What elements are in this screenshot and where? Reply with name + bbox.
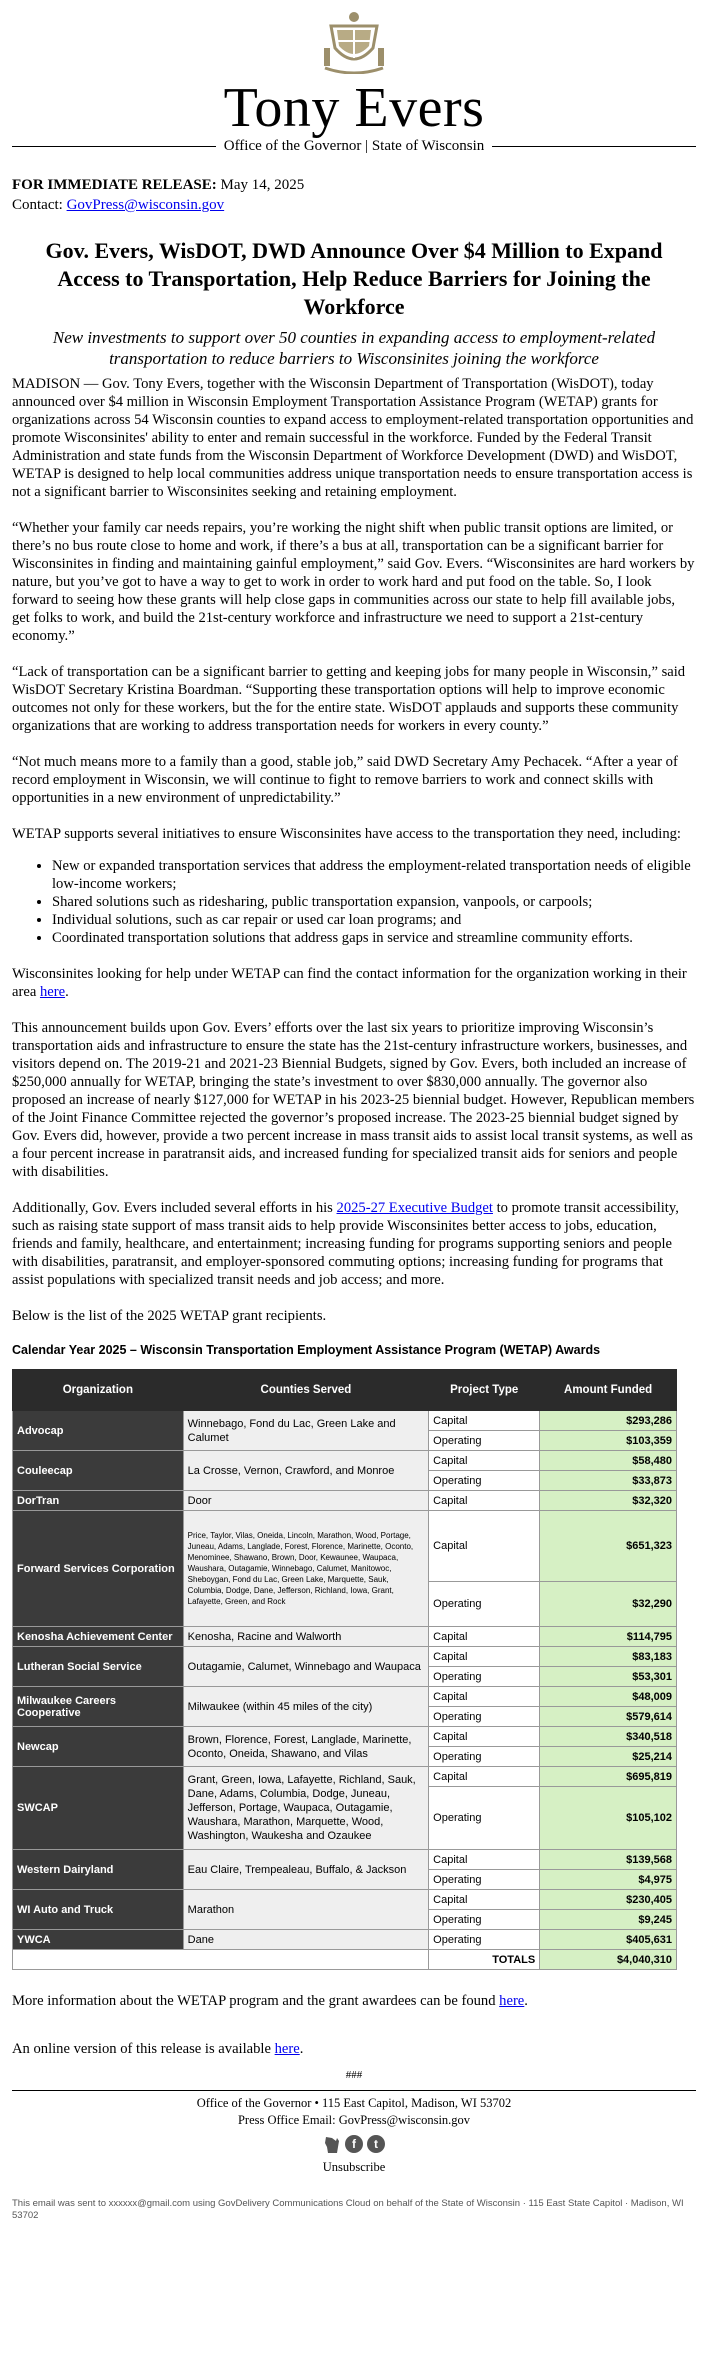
governor-name: Tony Evers — [223, 77, 485, 139]
paragraph — [12, 1199, 696, 1289]
project-type-cell: Capital — [429, 1850, 540, 1870]
organization-cell: WI Auto and Truck — [13, 1890, 184, 1930]
divider — [492, 146, 696, 147]
project-type-cell: Operating — [429, 1910, 540, 1930]
project-type-cell: Operating — [429, 1582, 540, 1627]
table-row — [13, 1647, 677, 1667]
contact-label: Contact: — [12, 197, 63, 213]
header-subtitle: Office of the Governor | State of Wisconsin — [223, 138, 485, 154]
organization-cell: Western Dairyland — [13, 1850, 184, 1890]
amount-cell: $105,102 — [540, 1787, 677, 1850]
organization-cell: DorTran — [13, 1491, 184, 1511]
unsubscribe-link[interactable] — [0, 2159, 708, 2176]
amount-cell: $293,286 — [540, 1411, 677, 1431]
table-row — [13, 1890, 677, 1910]
release-line — [12, 175, 696, 195]
table-row — [13, 1411, 677, 1431]
amount-cell: $58,480 — [540, 1451, 677, 1471]
table-row — [13, 1627, 677, 1647]
closing-section — [0, 1970, 708, 2084]
amount-cell: $340,518 — [540, 1727, 677, 1747]
contact-info-link[interactable]: here — [39, 984, 66, 1000]
counties-cell: La Crosse, Vernon, Crawford, and Monroe — [183, 1451, 428, 1491]
grants-table — [12, 1369, 677, 1970]
amount-cell: $405,631 — [540, 1930, 677, 1950]
counties-cell: Milwaukee (within 45 miles of the city) — [183, 1687, 428, 1727]
paragraph — [12, 1992, 696, 2010]
project-type-cell: Capital — [429, 1511, 540, 1582]
project-type-cell: Capital — [429, 1627, 540, 1647]
project-type-cell: Capital — [429, 1411, 540, 1431]
table-row — [13, 1930, 677, 1950]
table-row — [13, 1511, 677, 1582]
project-type-cell: Operating — [429, 1431, 540, 1451]
release-meta — [0, 155, 708, 215]
paragraph-text: to promote transit accessibility, such as raising state support of mass transit aids to help provide Wisconsinites better access to jobs, education, friends and family, healthcare, and entertainment; increasing funding for programs supporting seniors and people with disabilities, paratransit, and employer-sponsored commuting options; increasing funding for programs that assist populations with specialized transit needs and job access; and more. — [12, 1200, 679, 1288]
amount-cell: $139,568 — [540, 1850, 677, 1870]
paragraph — [12, 965, 696, 1001]
counties-cell: Winnebago, Fond du Lac, Green Lake and Calumet — [183, 1411, 428, 1451]
counties-cell: Marathon — [183, 1890, 428, 1930]
wisconsin-icon[interactable] — [323, 2135, 341, 2155]
header — [0, 0, 708, 155]
amount-cell: $651,323 — [540, 1511, 677, 1582]
executive-budget-link[interactable]: 2025-27 Executive Budget — [336, 1200, 493, 1216]
project-type-cell: Operating — [429, 1707, 540, 1727]
organization-cell: Newcap — [13, 1727, 184, 1767]
table-row — [13, 1451, 677, 1471]
paragraph: MADISON — Gov. Tony Evers, together with the Wisconsin Department of Transportation (WisDOT), today announced over $4 million in Wisconsin Employment Transportation Assistance Program (WETAP) grants for organizations across 54 Wisconsin counties to expand access to employment-related transportation opportunities and promote Wisconsinites' ability to enter and remain successful in the workforce. Funded by the Federal Transit Administration and state funds from the Wisconsin Department of Workforce Development (DWD) and WisDOT, WETAP is designed to help local communities address unique transportation needs to ensure transportation access is not a significant barrier to Wisconsinites seeking and retaining employment. — [12, 376, 694, 500]
project-type-cell: Operating — [429, 1747, 540, 1767]
organization-cell: Couleecap — [13, 1451, 184, 1491]
column-header: Organization — [13, 1370, 184, 1411]
grants-table-body — [13, 1411, 677, 1970]
table-row — [13, 1850, 677, 1870]
organization-cell: YWCA — [13, 1930, 184, 1950]
social-links — [0, 2135, 708, 2155]
organization-cell: Milwaukee Careers Cooperative — [13, 1687, 184, 1727]
project-type-cell: Operating — [429, 1870, 540, 1890]
table-row — [13, 1727, 677, 1747]
organization-cell: Advocap — [13, 1411, 184, 1451]
release-label: FOR IMMEDIATE RELEASE: — [12, 177, 217, 193]
amount-cell: $230,405 — [540, 1890, 677, 1910]
paragraph: “Not much means more to a family than a good, stable job,” said DWD Secretary Amy Pechacek. “After a year of record employment in Wisconsin, we will continue to fight to remove barriers to work and connect skills with opportunities in a new environment of unpredictability.” — [12, 754, 678, 806]
paragraph-text: An online version of this release is available — [12, 2041, 275, 2057]
amount-cell: $695,819 — [540, 1767, 677, 1787]
facebook-icon[interactable]: f — [345, 2135, 363, 2153]
counties-cell: Eau Claire, Trempealeau, Buffalo, & Jackson — [183, 1850, 428, 1890]
table-header-row — [13, 1370, 677, 1411]
project-type-cell: Capital — [429, 1890, 540, 1910]
totals-row — [13, 1950, 677, 1970]
amount-cell: $9,245 — [540, 1910, 677, 1930]
totals-label: TOTALS — [429, 1950, 540, 1970]
divider — [12, 146, 216, 147]
footer-address: Office of the Governor • 115 East Capitol, Madison, WI 53702 — [196, 2096, 512, 2110]
list-item: • Individual solutions, such as car repair or used car loan programs; and — [52, 911, 696, 929]
paragraph — [12, 2040, 696, 2058]
organization-cell: Lutheran Social Service — [13, 1647, 184, 1687]
amount-cell: $32,320 — [540, 1491, 677, 1511]
list-item: • New or expanded transportation services that address the employment-related transportation needs of eligible low-income workers; — [52, 857, 696, 893]
project-type-cell: Operating — [429, 1930, 540, 1950]
paragraph: “Lack of transportation can be a significant barrier to getting and keeping jobs for many people in Wisconsin,” said WisDOT Secretary Kristina Boardman. “Supporting these transportation options will help to improve economic outcomes not only for these workers, but the for the entire state. WisDOT applauds and supports these community organizations that are working to address transportation needs for workers in every county.” — [12, 664, 686, 734]
footer — [0, 2091, 708, 2176]
counties-cell: Door — [183, 1491, 428, 1511]
headline: Gov. Evers, WisDOT, DWD Announce Over $4 Million to Expand Access to Transportation, Help Reduce Barriers for Joining the Workforce — [45, 238, 663, 319]
paragraph-text: . — [299, 2041, 304, 2057]
amount-cell: $25,214 — [540, 1747, 677, 1767]
unsubscribe-text[interactable]: Unsubscribe — [322, 2160, 386, 2174]
paragraph-text: Additionally, Gov. Evers included several efforts in his — [12, 1200, 337, 1216]
amount-cell: $32,290 — [540, 1582, 677, 1627]
organization-cell: Kenosha Achievement Center — [13, 1627, 184, 1647]
fineprint — [0, 2198, 708, 2232]
list-item: • Coordinated transportation solutions that address gaps in service and streamline community efforts. — [52, 929, 696, 947]
paragraph-text: . — [65, 984, 69, 1000]
fineprint-text: This email was sent to xxxxxx@gmail.com using GovDelivery Communications Cloud on behalf of the State of Wisconsin · 115 East State Capitol · Madison, WI 53702 — [12, 2198, 684, 2221]
contact-email-link[interactable]: GovPress@wisconsin.gov — [66, 197, 225, 213]
column-header: Counties Served — [183, 1370, 428, 1411]
amount-cell: $83,183 — [540, 1647, 677, 1667]
paragraph: “Whether your family car needs repairs, you’re working the night shift when public transit options are limited, or there’s no bus route close to home and work, if there’s a bus at all, transportation can be a significant barrier for Wisconsinites in finding and maintaining gainful employment,” said Gov. Evers. “Wisconsinites are hard workers by nature, but you’ve got to have a way to get to work in order to work hard and put food on the table. So, I look forward to seeing how these grants will help close gaps in communities across our state to help fill available jobs, get folks to work, and build the 21st-century workforce and infrastructure we need to support a 21st-century economy.” — [12, 520, 695, 644]
paragraph: WETAP supports several initiatives to ensure Wisconsinites have access to the transportation they need, including: — [12, 826, 681, 842]
project-type-cell: Capital — [429, 1491, 540, 1511]
seal-icon — [323, 8, 385, 74]
online-version-link[interactable]: here — [274, 2041, 300, 2057]
amount-cell: $33,873 — [540, 1471, 677, 1491]
initiatives-list — [12, 857, 696, 947]
list-item: • Shared solutions such as ridesharing, public transportation expansion, vanpools, or carpools; — [52, 893, 696, 911]
amount-cell: $579,614 — [540, 1707, 677, 1727]
amount-cell: $53,301 — [540, 1667, 677, 1687]
counties-cell: Brown, Florence, Forest, Langlade, Marinette, Oconto, Oneida, Shawano, and Vilas — [183, 1727, 428, 1767]
amount-cell: $48,009 — [540, 1687, 677, 1707]
blank-cell — [13, 1950, 184, 1970]
project-type-cell: Operating — [429, 1667, 540, 1687]
project-type-cell: Capital — [429, 1687, 540, 1707]
counties-cell: Price, Taylor, Vilas, Oneida, Lincoln, Marathon, Wood, Portage, Juneau, Adams, Langlade, Forest, Florence, Marinette, Oconto, Menominee, Shawano, Brown, Door, Kewaunee, Waupaca, Waushara, Outagamie, Winnebago, Calumet, Manitowoc, Sheboygan, Fond du Lac, Green Lake, Marquette, Sauk, Columbia, Dodge, Dane, Jefferson, Richland, Iowa, Grant, Lafayette, Green, and Rock — [183, 1511, 428, 1627]
project-type-cell: Operating — [429, 1787, 540, 1850]
more-info-link[interactable]: here — [499, 1993, 525, 2009]
table-title: Calendar Year 2025 – Wisconsin Transportation Employment Assistance Program (WETAP) Awards — [12, 1343, 601, 1357]
paragraph-text: More information about the WETAP program and the grant awardees can be found — [12, 1993, 500, 2009]
release-body — [0, 375, 708, 1325]
project-type-cell: Capital — [429, 1767, 540, 1787]
organization-cell: SWCAP — [13, 1767, 184, 1850]
project-type-cell: Capital — [429, 1727, 540, 1747]
column-header: Amount Funded — [540, 1370, 677, 1411]
amount-cell: $114,795 — [540, 1627, 677, 1647]
organization-cell: Forward Services Corporation — [13, 1511, 184, 1627]
paragraph-text: Wisconsinites looking for help under WETAP can find the contact information for the organization working in their area — [12, 966, 687, 1000]
release-date: May 14, 2025 — [220, 177, 305, 193]
contact-line — [12, 195, 696, 215]
table-row — [13, 1767, 677, 1787]
end-marker: ### — [345, 2069, 363, 2081]
paragraph: This announcement builds upon Gov. Evers’ efforts over the last six years to prioritize improving Wisconsin’s transportation aids and infrastructure to ensure the state has the 21st-century infrastructure workers, businesses, and visitors depend on. The 2019-21 and 2021-23 Biennial Budgets, signed by Gov. Evers, both included an increase of $250,000 annually for WETAP, bringing the state’s investment to over $830,000 annually. The governor also proposed an increase of nearly $127,000 for WETAP in his 2023-25 biennial budget. However, Republican members of the Joint Finance Committee rejected the governor’s proposed increase. The 2023-25 biennial budget signed by Gov. Evers did, however, provide a two percent increase in mass transit aids to assist local transit systems, as well as a four percent increase in paratransit aids, and increased funding for specialized transit aids for seniors and people with disabilities. — [12, 1020, 695, 1180]
counties-cell: Grant, Green, Iowa, Lafayette, Richland, Sauk, Dane, Adams, Columbia, Dodge, Juneau, Jefferson, Portage, Waupaca, Outagamie, Waushara, Marathon, Marquette, Wood, Washington, Waukesha and Ozaukee — [183, 1767, 428, 1850]
column-header: Project Type — [429, 1370, 540, 1411]
footer-email: Press Office Email: GovPress@wisconsin.gov — [237, 2113, 471, 2127]
amount-cell: $4,975 — [540, 1870, 677, 1890]
project-type-cell: Capital — [429, 1647, 540, 1667]
counties-cell: Outagamie, Calumet, Winnebago and Waupaca — [183, 1647, 428, 1687]
amount-cell: $103,359 — [540, 1431, 677, 1451]
header-subtitle-row — [12, 138, 696, 155]
twitter-icon[interactable]: t — [367, 2135, 385, 2153]
table-row — [13, 1687, 677, 1707]
project-type-cell: Operating — [429, 1471, 540, 1491]
subheadline: New investments to support over 50 counties in expanding access to employment-related transportation to reduce barriers to Wisconsinites joining the workforce — [52, 328, 656, 368]
counties-cell: Kenosha, Racine and Walworth — [183, 1627, 428, 1647]
project-type-cell: Capital — [429, 1451, 540, 1471]
counties-cell: Dane — [183, 1930, 428, 1950]
totals-value: $4,040,310 — [540, 1950, 677, 1970]
blank-cell — [183, 1950, 428, 1970]
table-row — [13, 1491, 677, 1511]
paragraph-text: . — [524, 1993, 528, 2009]
paragraph: Below is the list of the 2025 WETAP grant recipients. — [12, 1308, 327, 1324]
